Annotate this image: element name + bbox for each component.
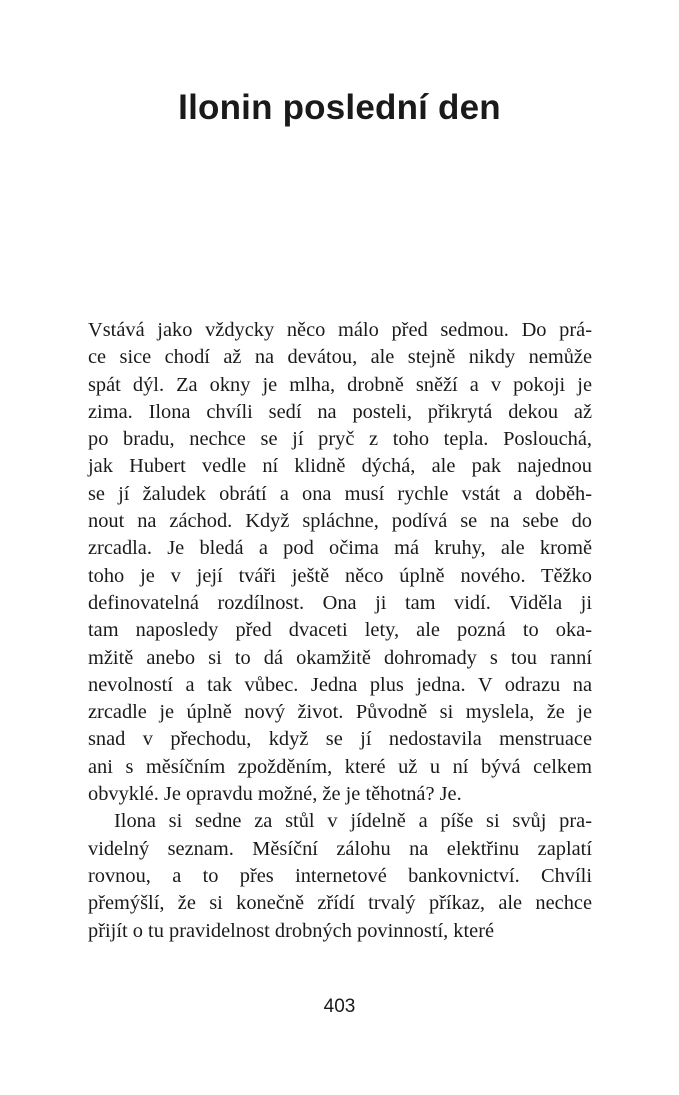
text-line: ani s měsíčním zpožděním, které už u ní bývá celkem xyxy=(88,755,592,778)
text-line: přemýšlí, že si konečně zřídí trvalý příkaz, ale nechce xyxy=(88,892,592,915)
text-line: obvyklé. Je opravdu možné, že je těhotná? Je. xyxy=(88,783,462,806)
text-line: spát dýl. Za okny je mlha, drobně sněží a v pokoji je xyxy=(88,373,592,396)
text-line: zima. Ilona chvíli sedí na posteli, přikrytá dekou až xyxy=(88,400,592,423)
text-line: přijít o tu pravidelnost drobných povinností, které xyxy=(88,919,495,942)
text-line: zrcadle je úplně nový život. Původně si myslela, že je xyxy=(88,701,592,724)
text-line: rovnou, a to přes internetové bankovnictví. Chvíli xyxy=(88,864,592,887)
text-line: jak Hubert vedle ní klidně dýchá, ale pak najednou xyxy=(88,455,592,478)
text-line: snad v přechodu, když se jí nedostavila menstruace xyxy=(88,728,592,751)
page-number: 403 xyxy=(323,996,356,1017)
text-line: zrcadla. Je bledá a pod očima má kruhy, ale kromě xyxy=(88,537,592,560)
text-line: Vstává jako vždycky něco málo před sedmou. Do prá- xyxy=(88,319,592,341)
text-line: nout na záchod. Když spláchne, podívá se na sebe do xyxy=(88,510,592,533)
text-line: toho je v její tváři ještě něco úplně nového. Těžko xyxy=(88,564,592,587)
text-line: Ilona si sedne za stůl v jídelně a píše si svůj pra- xyxy=(114,810,592,833)
text-line: po bradu, nechce se jí pryč z toho tepla. Poslouchá, xyxy=(88,428,592,451)
text-line: definovatelná rozdílnost. Ona ji tam vidí. Viděla ji xyxy=(88,591,592,614)
text-line: nevolností a tak vůbec. Jedna plus jedna. V odrazu na xyxy=(88,673,592,696)
text-line: ce sice chodí až na devátou, ale stejně nikdy nemůže xyxy=(88,346,592,369)
body-text xyxy=(88,317,592,945)
text-line: mžitě anebo si to dá okamžitě dohromady s tou ranní xyxy=(88,646,592,669)
chapter-title: Ilonin poslední den xyxy=(178,88,501,127)
text-line: videlný seznam. Měsíční zálohu na elektřinu zaplatí xyxy=(88,837,592,860)
text-line: tam naposledy před dvaceti lety, ale pozná to oka- xyxy=(88,619,592,642)
text-line: se jí žaludek obrátí a ona musí rychle vstát a doběh- xyxy=(88,482,592,505)
